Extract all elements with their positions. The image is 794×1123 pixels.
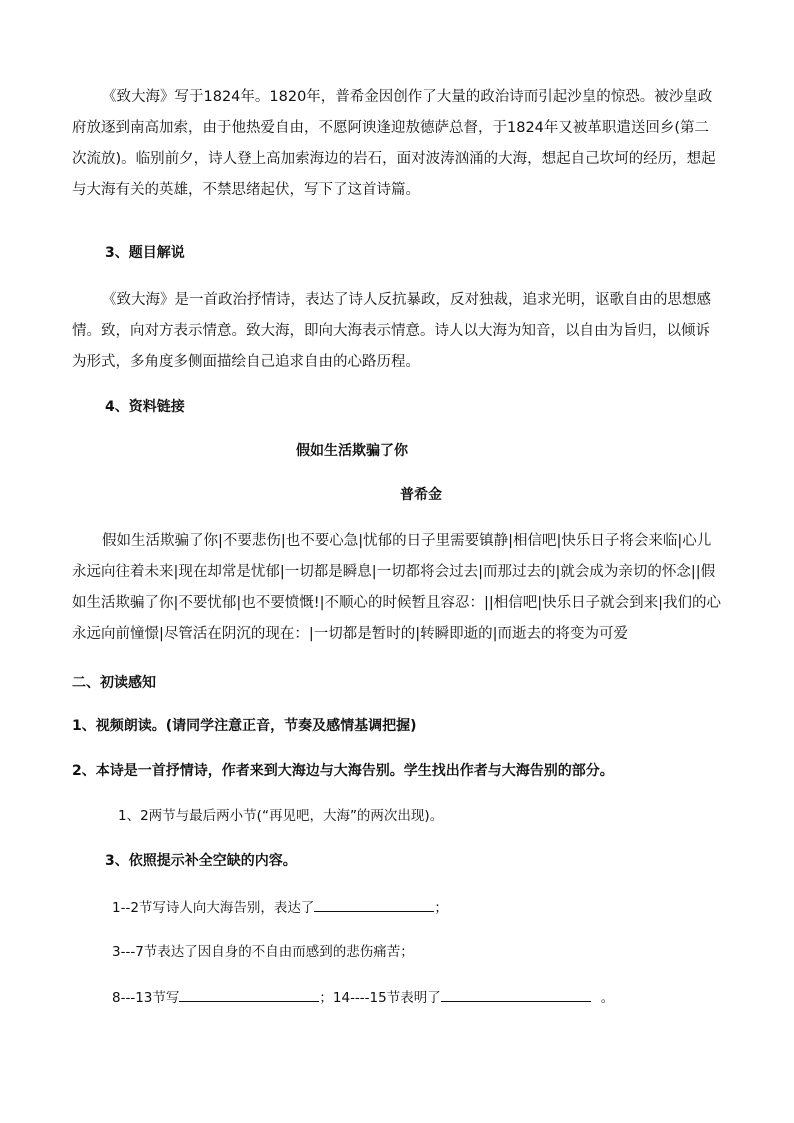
item-2-answer: 1、2两节与最后两小节(“再见吧，大海”的两次出现)。 xyxy=(118,808,444,824)
fill-line-3-suffix: 。 xyxy=(600,990,615,1006)
fill-line-3-middle: ；14----15节表明了 xyxy=(319,990,441,1006)
fill-blank-3[interactable] xyxy=(441,987,591,1002)
fill-blank-2[interactable] xyxy=(179,987,319,1002)
poem-author: 普希金 xyxy=(400,487,442,503)
title-explain-paragraph: 《致大海》是一首政治抒情诗，表达了诗人反抗暴政，反对独裁，追求光明，讴歌自由的思想感情。致，向对方表示情意。致大海，即向大海表示情意。诗人以大海为知音，以自由为旨归，以倾诉为形式，多角度多侧面描绘自己追求自由的心路历程。 xyxy=(72,292,711,370)
first-reading-heading: 二、初读感知 xyxy=(72,675,156,691)
fill-line-1-suffix: ； xyxy=(434,900,448,916)
fill-line-3-prefix: 8---13节写 xyxy=(112,990,180,1006)
background-paragraph: 《致大海》写于1824年。1820年，普希金因创作了大量的政治诗而引起沙皇的惊恐。被沙皇政府放逐到南高加索，由于他热爱自由，不愿阿谀逢迎敖德萨总督，于1824年又被革职遣送回乡(第二次流放)。临别前夕，诗人登上高加索海边的岩石，面对波涛汹涌的大海，想起自己坎坷的经历，想起与大海有关的英雄，不禁思绪起伏，写下了这首诗篇。 xyxy=(72,89,716,198)
fill-blank-1[interactable] xyxy=(314,897,434,912)
poem-title: 假如生活欺骗了你 xyxy=(296,443,408,459)
fill-line-2: 3---7节表达了因自身的不自由而感到的悲伤痛苦； xyxy=(112,944,414,960)
materials-heading: 4、资料链接 xyxy=(105,399,185,415)
fill-line-1 xyxy=(112,897,448,918)
item-1: 1、视频朗读。(请同学注意正音，节奏及感情基调把握) xyxy=(72,718,417,734)
fill-line-3 xyxy=(112,987,614,1008)
poem-text: 假如生活欺骗了你|不要悲伤|也不要心急|忧郁的日子里需要镇静|相信吧|快乐日子将会来临|心儿永远向往着未来|现在却常是忧郁|一切都是瞬息|一切都将会过去|而那过去的|就会成为亲切的怀念||假如生活欺骗了你|不要忧郁|也不要愤慨!|不顺心的时候暂且容忍：||相信吧|快乐日子就会到来|我们的心永远向前憧憬|尽管活在阴沉的现在：|一切都是暂时的|转瞬即逝的|而逝去的将变为可爱 xyxy=(72,533,722,642)
title-explain-heading: 3、题目解说 xyxy=(105,245,185,261)
item-3: 3、依照提示补全空缺的内容。 xyxy=(105,853,297,869)
fill-line-1-prefix: 1--2节写诗人向大海告别，表达了 xyxy=(112,900,315,916)
item-2: 2、本诗是一首抒情诗，作者来到大海边与大海告别。学生找出作者与大海告别的部分。 xyxy=(72,763,614,779)
